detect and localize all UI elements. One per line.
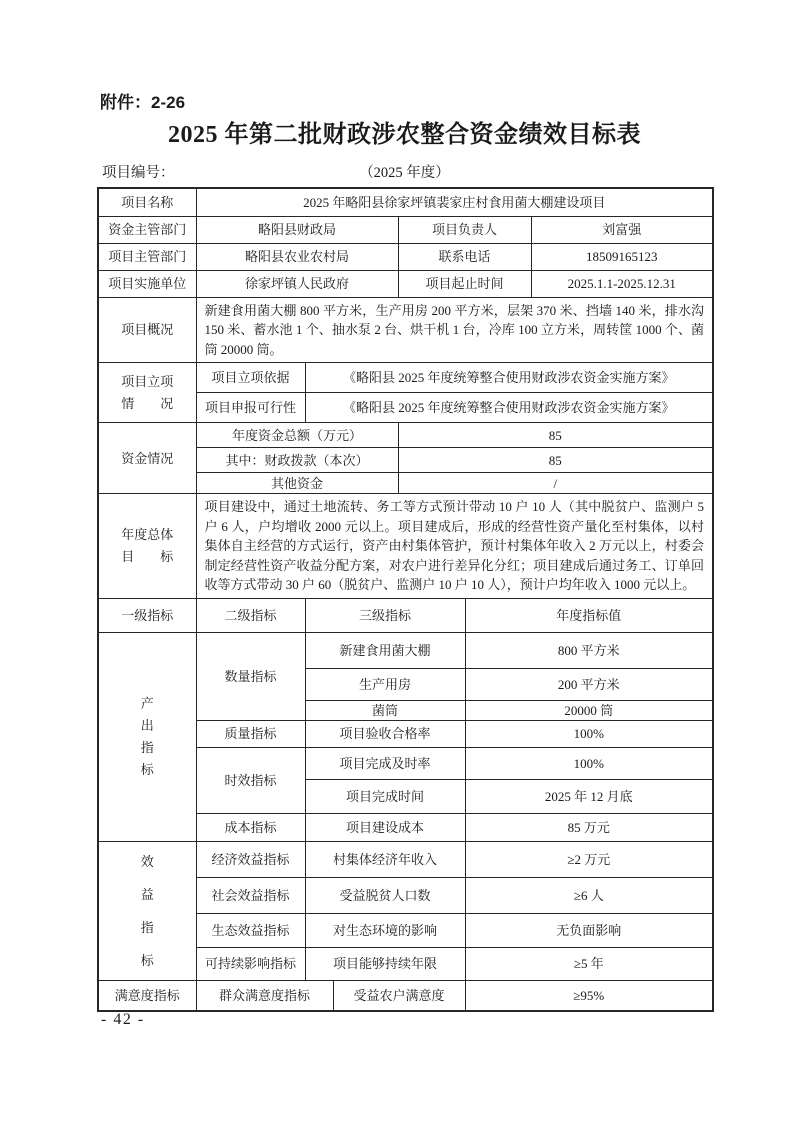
ecological-label-cell: 生态效益指标 bbox=[196, 913, 305, 947]
funding-other-label-cell: 其他资金 bbox=[196, 473, 398, 494]
header-level2-cell: 二级指标 bbox=[196, 598, 305, 632]
indicator-name-cell: 项目完成及时率 bbox=[305, 747, 465, 779]
indicator-value-cell: 100% bbox=[465, 747, 713, 779]
indicator-name-cell: 受益农户满意度 bbox=[333, 980, 465, 1011]
indicator-value-cell: ≥5 年 bbox=[465, 947, 713, 980]
funding-total-value-cell: 85 bbox=[398, 423, 713, 448]
schedule-label-cell: 项目起止时间 bbox=[398, 270, 531, 297]
leader-value-cell: 刘富强 bbox=[531, 216, 713, 243]
header-annual-value-cell: 年度指标值 bbox=[465, 598, 713, 632]
indicator-header-row bbox=[98, 598, 713, 632]
table-row bbox=[98, 188, 713, 216]
sustainability-label-cell: 可持续影响指标 bbox=[196, 947, 305, 980]
funding-other-value-cell: / bbox=[398, 473, 713, 494]
table-row bbox=[98, 423, 713, 448]
indicator-name-cell: 菌筒 bbox=[305, 700, 465, 720]
output-category-vertical-label: 产出指标 bbox=[140, 695, 154, 777]
page-number: - 42 - bbox=[101, 1011, 145, 1028]
project-name-label-cell: 项目名称 bbox=[98, 188, 196, 216]
impl-unit-label-cell: 项目实施单位 bbox=[98, 270, 196, 297]
indicator-value-cell: 2025 年 12 月底 bbox=[465, 779, 713, 813]
meta-row bbox=[97, 161, 712, 183]
indicator-value-cell: 800 平方米 bbox=[465, 632, 713, 668]
approval-basis-label-cell: 项目立项依据 bbox=[196, 363, 305, 393]
indicator-name-cell: 项目验收合格率 bbox=[305, 720, 465, 747]
indicator-name-cell: 村集体经济年收入 bbox=[305, 841, 465, 877]
approval-feasibility-label-cell: 项目申报可行性 bbox=[196, 393, 305, 423]
indicator-row bbox=[98, 632, 713, 668]
document-title: 2025 年第二批财政涉农整合资金绩效目标表 bbox=[168, 122, 641, 148]
social-label-cell: 社会效益指标 bbox=[196, 877, 305, 913]
overview-text-cell: 新建食用菌大棚 800 平方米，生产用房 200 平方米，层架 370 米、挡墙 140 米，排水沟 150 米、蓄水池 1 个、抽水泵 2 台、烘干机 1 台，冷库 100 立方米，周转筐 1000 个、菌筒 20000 筒。 bbox=[196, 297, 713, 363]
indicator-value-cell: 无负面影响 bbox=[465, 913, 713, 947]
funding-total-label-cell: 年度资金总额（万元） bbox=[196, 423, 398, 448]
schedule-value-cell: 2025.1.1-2025.12.31 bbox=[531, 270, 713, 297]
funding-fiscal-value-cell: 85 bbox=[398, 448, 713, 473]
indicator-row bbox=[98, 841, 713, 877]
annual-goal-label-cell: 年度总体 目 标 bbox=[98, 494, 196, 599]
indicator-name-cell: 受益脱贫人口数 bbox=[305, 877, 465, 913]
leader-label-cell: 项目负责人 bbox=[398, 216, 531, 243]
approval-feasibility-value-cell: 《略阳县 2025 年度统筹整合使用财政涉农资金实施方案》 bbox=[305, 393, 713, 423]
project-no-label: 项目编号： bbox=[102, 165, 175, 181]
fund-dept-label-cell: 资金主管部门 bbox=[98, 216, 196, 243]
funding-label-cell: 资金情况 bbox=[98, 423, 196, 494]
benefit-category-cell bbox=[98, 841, 196, 980]
indicator-value-cell: ≥2 万元 bbox=[465, 841, 713, 877]
annual-goal-text-cell: 项目建设中，通过土地流转、务工等方式预计带动 10 户 10 人（其中脱贫户、监测户 5 户 6 人，户均增收 2000 元以上。项目建成后，形成的经营性资产量化至村集体，以村集体自主经营的方式运行，资产由村集体管护，预计村集体年收入 2 万元以上，村委会制定经营性资产收益分配方案，对农户进行差异化分红；项目建成后通过务工、订单回收等方式带动 30 户 60（脱贫户、监测户 10 户 10 人），预计户均年收入 1000 元以上。 bbox=[196, 494, 713, 599]
phone-value-cell: 18509165123 bbox=[531, 243, 713, 270]
approval-label-cell: 项目立项 情 况 bbox=[98, 363, 196, 423]
fund-dept-value-cell: 略阳县财政局 bbox=[196, 216, 398, 243]
timeliness-label-cell: 时效指标 bbox=[196, 747, 305, 813]
table-row bbox=[98, 270, 713, 297]
indicator-name-cell: 对生态环境的影响 bbox=[305, 913, 465, 947]
funding-fiscal-label-cell: 其中：财政拨款（本次） bbox=[196, 448, 398, 473]
quality-label-cell: 质量指标 bbox=[196, 720, 305, 747]
satisfaction-label-cell: 群众满意度指标 bbox=[196, 980, 333, 1011]
performance-target-table bbox=[97, 187, 714, 1012]
header-level1-cell: 一级指标 bbox=[98, 598, 196, 632]
indicator-value-cell: 100% bbox=[465, 720, 713, 747]
impl-unit-value-cell: 徐家坪镇人民政府 bbox=[196, 270, 398, 297]
indicator-value-cell: 85 万元 bbox=[465, 813, 713, 841]
comp-dept-label-cell: 项目主管部门 bbox=[98, 243, 196, 270]
cost-label-cell: 成本指标 bbox=[196, 813, 305, 841]
indicator-name-cell: 生产用房 bbox=[305, 668, 465, 700]
economic-label-cell: 经济效益指标 bbox=[196, 841, 305, 877]
table-row bbox=[98, 216, 713, 243]
period-label: （2025 年度） bbox=[359, 165, 450, 181]
indicator-name-cell: 项目建设成本 bbox=[305, 813, 465, 841]
indicator-row bbox=[98, 980, 713, 1011]
indicator-name-cell: 新建食用菌大棚 bbox=[305, 632, 465, 668]
indicator-name-cell: 项目能够持续年限 bbox=[305, 947, 465, 980]
comp-dept-value-cell: 略阳县农业农村局 bbox=[196, 243, 398, 270]
indicator-name-cell: 项目完成时间 bbox=[305, 779, 465, 813]
indicator-value-cell: 200 平方米 bbox=[465, 668, 713, 700]
indicator-value-cell: 20000 筒 bbox=[465, 700, 713, 720]
indicator-value-cell: ≥6 人 bbox=[465, 877, 713, 913]
overview-label-cell: 项目概况 bbox=[98, 297, 196, 363]
table-row bbox=[98, 243, 713, 270]
attachment-label: 附件：2-26 bbox=[100, 93, 186, 112]
output-category-cell bbox=[98, 632, 196, 841]
quantity-label-cell: 数量指标 bbox=[196, 632, 305, 720]
phone-label-cell: 联系电话 bbox=[398, 243, 531, 270]
approval-basis-value-cell: 《略阳县 2025 年度统筹整合使用财政涉农资金实施方案》 bbox=[305, 363, 713, 393]
project-name-value-cell: 2025 年略阳县徐家坪镇裴家庄村食用菌大棚建设项目 bbox=[196, 188, 713, 216]
benefit-category-vertical-label: 效益指标 bbox=[140, 853, 154, 968]
header-level3-cell: 三级指标 bbox=[305, 598, 465, 632]
table-row bbox=[98, 297, 713, 363]
satisfaction-category-cell: 满意度指标 bbox=[98, 980, 196, 1011]
table-row bbox=[98, 494, 713, 599]
table-row bbox=[98, 363, 713, 393]
indicator-value-cell: ≥95% bbox=[465, 980, 713, 1011]
